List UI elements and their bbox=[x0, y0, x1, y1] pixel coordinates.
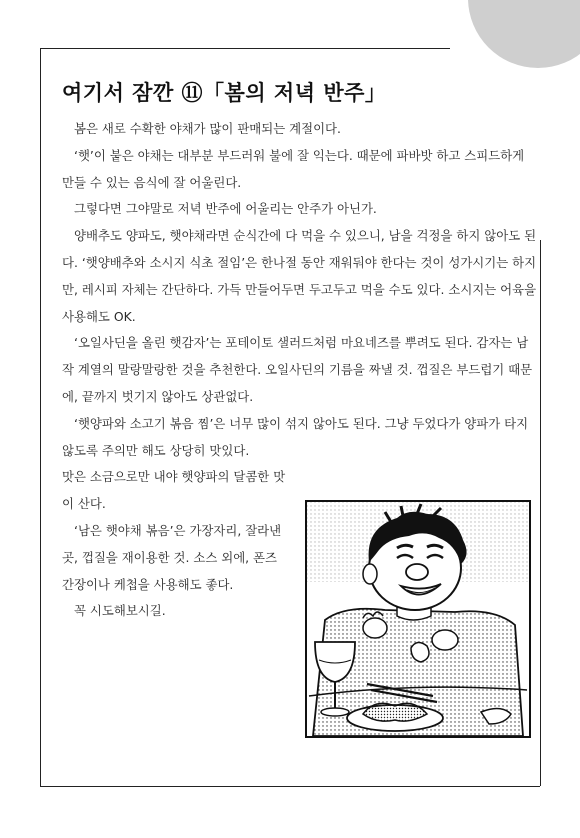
frame-border-left bbox=[40, 48, 41, 786]
paragraph: ‘햇’이 붙은 야채는 대부분 부드러워 불에 잘 익는다. 때문에 파바밧 하고 스피드하게 만들 수 있는 음식에 잘 어울린다. bbox=[62, 147, 525, 190]
paragraph: ‘오일사딘을 올린 햇감자’는 포테이토 샐러드처럼 마요네즈를 뿌려도 된다. 감자는 남작 계열의 말랑말랑한 것을 추천한다. 오일사딘의 기름을 짜낼 것. 껍질은 부드럽기 때문에, 끝까지 벗기지 않아도 상관없다. bbox=[62, 335, 533, 404]
frame-border-bottom bbox=[40, 786, 540, 787]
page-title: 여기서 잠깐 ⑪「봄의 저녁 반주」 bbox=[62, 81, 387, 106]
paragraph: 양배추도 양파도, 햇야채라면 순식간에 다 먹을 수 있으니, 남을 걱정을 하지 않아도 된다. ‘햇양배추와 소시지 식초 절임’은 한나절 동안 재워둬야 한다는 것이 성가시기는 하지만, 레시피 자체는 간단하다. 가득 만들어두면 두고두고 먹을 수도 있다. 소시지는 어육을 사용해도 OK. bbox=[62, 228, 537, 324]
paragraph: 봄은 새로 수확한 야채가 많이 판매되는 계절이다. bbox=[74, 121, 341, 136]
paragraph: 꼭 시도해보시길. bbox=[74, 603, 166, 619]
paragraph: ‘햇양파와 소고기 볶음 찜’은 너무 많이 섞지 않아도 된다. 그냥 두었다가 양파가 타지 않도록 주의만 해도 상당히 맛있다. bbox=[62, 415, 529, 458]
frame-border-right bbox=[540, 240, 541, 786]
paragraph: 맛은 소금으로만 내야 햇양파의 달콤한 맛이 산다. bbox=[62, 469, 286, 512]
paragraph: 그렇다면 그야말로 저녁 반주에 어울리는 안주가 아닌가. bbox=[74, 201, 377, 217]
paragraph: ‘남은 햇야채 볶음’은 가장자리, 잘라낸 곳, 껍질을 재이용한 것. 소스 외에, 폰즈 간장이나 케첩을 사용해도 좋다. bbox=[62, 522, 282, 592]
man-eating-illustration bbox=[305, 500, 531, 738]
corner-decoration bbox=[468, 0, 580, 68]
frame-border-top bbox=[40, 48, 450, 49]
